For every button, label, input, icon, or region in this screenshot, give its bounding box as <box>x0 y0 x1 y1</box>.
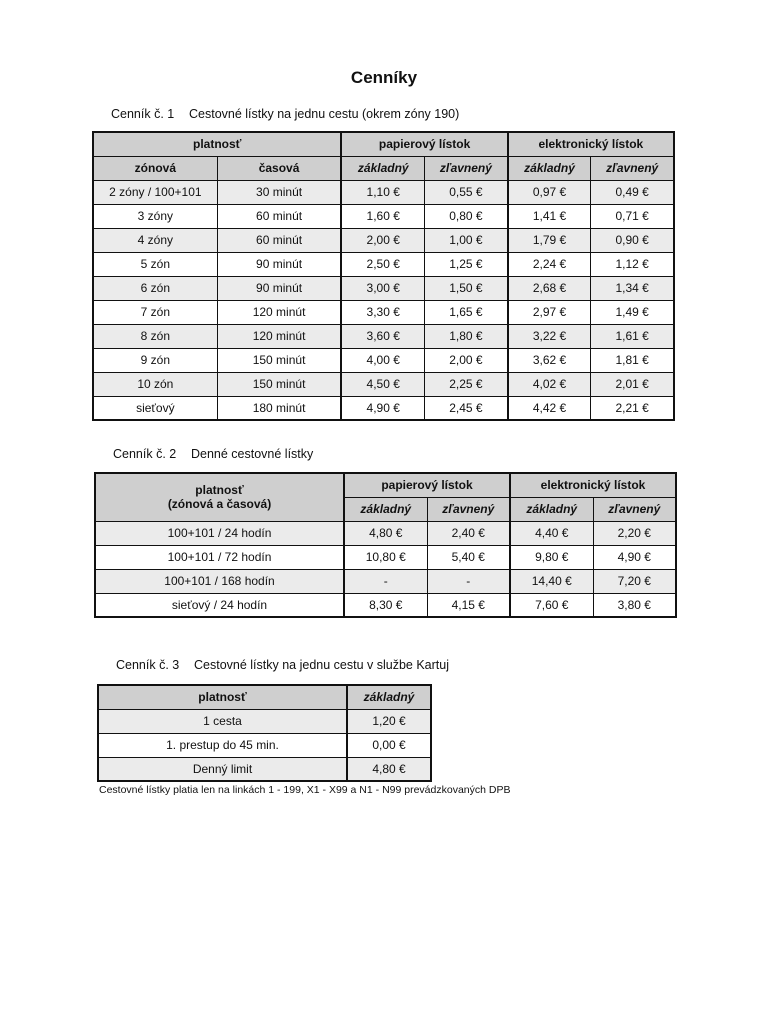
table3-cell: 1. prestup do 45 min. <box>98 733 347 757</box>
table1-cell: 3,62 € <box>508 348 591 372</box>
table2-cell: 100+101 / 72 hodín <box>95 545 344 569</box>
table1-cell: sieťový <box>93 396 217 420</box>
table1-cell: 3,30 € <box>341 300 424 324</box>
table1-cell: 4,50 € <box>341 372 424 396</box>
table1-cell: 0,71 € <box>591 204 674 228</box>
table2-header-elektro-zakladny: základný <box>510 497 593 521</box>
table2-cell: 8,30 € <box>344 593 427 617</box>
table1-cell: 1,10 € <box>341 180 424 204</box>
table1-cell: 0,55 € <box>425 180 508 204</box>
table1-cell: 10 zón <box>93 372 217 396</box>
table1-cell: 2 zóny / 100+101 <box>93 180 217 204</box>
table2-cell: 7,60 € <box>510 593 593 617</box>
table1-caption-text: Cestovné lístky na jednu cestu (okrem zóny 190) <box>189 107 460 121</box>
table2-cell: 4,40 € <box>510 521 593 545</box>
table1-cell: 4,90 € <box>341 396 424 420</box>
table3-row <box>98 757 431 781</box>
table1-header-casova: časová <box>217 156 341 180</box>
table1-cell: 1,50 € <box>425 276 508 300</box>
table3-cell: 4,80 € <box>347 757 431 781</box>
table2-caption-text: Denné cestovné lístky <box>191 447 314 461</box>
table1-cell: 0,90 € <box>591 228 674 252</box>
table3-row <box>98 709 431 733</box>
table3-row <box>98 733 431 757</box>
table1-cell: 9 zón <box>93 348 217 372</box>
table1-cell: 3,60 € <box>341 324 424 348</box>
table2-header-papier-zakladny: základný <box>344 497 427 521</box>
table1-cell: 120 minút <box>217 300 341 324</box>
table1-header-row-2 <box>93 156 674 180</box>
table1-cell: 2,50 € <box>341 252 424 276</box>
table1-cell: 4 zóny <box>93 228 217 252</box>
table2-cell: 4,80 € <box>344 521 427 545</box>
table1-cell: 1,12 € <box>591 252 674 276</box>
table1-cell: 1,00 € <box>425 228 508 252</box>
table1-cell: 1,81 € <box>591 348 674 372</box>
table1-row <box>93 324 674 348</box>
table2-cell: 2,40 € <box>427 521 510 545</box>
table3-body <box>98 709 431 781</box>
table1-row <box>93 252 674 276</box>
table2-header-papier: papierový lístok <box>344 473 510 497</box>
table1-cell: 150 minút <box>217 348 341 372</box>
table1-header-platnost: platnosť <box>93 132 341 156</box>
table1-cell: 0,80 € <box>425 204 508 228</box>
table2-header-papier-zlavneny: zľavnený <box>427 497 510 521</box>
table2-row <box>95 521 676 545</box>
page-title: Cenníky <box>350 68 418 87</box>
table1-cell: 3,22 € <box>508 324 591 348</box>
table2-cell: sieťový / 24 hodín <box>95 593 344 617</box>
table1-cell: 30 minút <box>217 180 341 204</box>
table3-header-zakladny: základný <box>347 685 431 709</box>
table2-cell: 100+101 / 24 hodín <box>95 521 344 545</box>
table1-cell: 4,02 € <box>508 372 591 396</box>
table3-cell: 0,00 € <box>347 733 431 757</box>
table1-body <box>93 180 674 420</box>
table1-header-elektro-zlavneny: zľavnený <box>591 156 674 180</box>
table1-cell: 60 minút <box>217 204 341 228</box>
table1-cell: 4,00 € <box>341 348 424 372</box>
table1-cell: 2,00 € <box>425 348 508 372</box>
price-table-2 <box>94 472 677 618</box>
table2-cell: 2,20 € <box>593 521 676 545</box>
table1-cell: 1,80 € <box>425 324 508 348</box>
table1-cell: 90 minút <box>217 252 341 276</box>
table1-cell: 0,97 € <box>508 180 591 204</box>
table2-header-platnost <box>95 473 344 521</box>
table1-row <box>93 180 674 204</box>
table2-row <box>95 545 676 569</box>
table1-cell: 2,21 € <box>591 396 674 420</box>
table2-header-platnost-line2: (zónová a časová) <box>167 497 272 512</box>
table2-cell: 5,40 € <box>427 545 510 569</box>
table2-cell: 3,80 € <box>593 593 676 617</box>
table1-cell: 6 zón <box>93 276 217 300</box>
table2-header-row-1 <box>95 473 676 497</box>
table1-cell: 2,01 € <box>591 372 674 396</box>
table2-body <box>95 521 676 617</box>
table1-row <box>93 228 674 252</box>
table2-row <box>95 593 676 617</box>
table1-header-papier-zakladny: základný <box>341 156 424 180</box>
table2-cell: 7,20 € <box>593 569 676 593</box>
table1-header-elektro-zakladny: základný <box>508 156 591 180</box>
table1-row <box>93 300 674 324</box>
price-table-1 <box>92 131 675 421</box>
table1-cell: 4,42 € <box>508 396 591 420</box>
table1-cell: 120 minút <box>217 324 341 348</box>
table1-cell: 2,24 € <box>508 252 591 276</box>
table1-cell: 5 zón <box>93 252 217 276</box>
table1-cell: 0,49 € <box>591 180 674 204</box>
table3-cell: 1 cesta <box>98 709 347 733</box>
table1-header-elektro: elektronický lístok <box>508 132 674 156</box>
table3-caption-text: Cestovné lístky na jednu cestu v službe Kartuj <box>194 658 449 672</box>
table3-header-platnost: platnosť <box>98 685 347 709</box>
table1-cell: 1,41 € <box>508 204 591 228</box>
table1-row <box>93 372 674 396</box>
table3-caption <box>116 658 449 672</box>
table1-cell: 180 minút <box>217 396 341 420</box>
table2-cell: 100+101 / 168 hodín <box>95 569 344 593</box>
table2-cell: 4,15 € <box>427 593 510 617</box>
table1-header-papier-zlavneny: zľavnený <box>425 156 508 180</box>
table1-cell: 1,60 € <box>341 204 424 228</box>
table2-cell: 4,90 € <box>593 545 676 569</box>
table1-header-row-1 <box>93 132 674 156</box>
table1-cell: 1,65 € <box>425 300 508 324</box>
table1-cell: 150 minút <box>217 372 341 396</box>
table1-row <box>93 396 674 420</box>
table1-cell: 90 minút <box>217 276 341 300</box>
table1-cell: 1,34 € <box>591 276 674 300</box>
table2-caption-number: Cenník č. 2 <box>113 447 177 461</box>
table2-cell: 10,80 € <box>344 545 427 569</box>
table3-caption-number: Cenník č. 3 <box>116 658 180 672</box>
table1-cell: 1,61 € <box>591 324 674 348</box>
table1-cell: 2,45 € <box>425 396 508 420</box>
table1-cell: 2,25 € <box>425 372 508 396</box>
table1-cell: 60 minút <box>217 228 341 252</box>
table2-row <box>95 569 676 593</box>
table1-cell: 2,00 € <box>341 228 424 252</box>
table1-cell: 1,79 € <box>508 228 591 252</box>
table1-cell: 3 zóny <box>93 204 217 228</box>
table2-header-platnost-line1: platnosť <box>195 483 244 498</box>
table2-header-elektro: elektronický lístok <box>510 473 676 497</box>
table1-header-papier: papierový lístok <box>341 132 507 156</box>
table1-cell: 7 zón <box>93 300 217 324</box>
table1-cell: 3,00 € <box>341 276 424 300</box>
table2-cell: 9,80 € <box>510 545 593 569</box>
table1-row <box>93 276 674 300</box>
table1-row <box>93 204 674 228</box>
table1-cell: 2,97 € <box>508 300 591 324</box>
table1-caption <box>111 107 459 121</box>
table2-cell: - <box>427 569 510 593</box>
validity-note: Cestovné lístky platia len na linkách 1 - 199, X1 - X99 a N1 - N99 prevádzkovaných DPB <box>99 784 511 796</box>
table1-cell: 8 zón <box>93 324 217 348</box>
table3-cell: Denný limit <box>98 757 347 781</box>
table2-cell: 14,40 € <box>510 569 593 593</box>
table1-header-zonova: zónová <box>93 156 217 180</box>
table1-cell: 1,25 € <box>425 252 508 276</box>
table3-header-row <box>98 685 431 709</box>
price-table-3 <box>97 684 432 782</box>
table3-cell: 1,20 € <box>347 709 431 733</box>
table1-cell: 2,68 € <box>508 276 591 300</box>
table1-row <box>93 348 674 372</box>
table2-header-elektro-zlavneny: zľavnený <box>593 497 676 521</box>
table2-cell: - <box>344 569 427 593</box>
table1-cell: 1,49 € <box>591 300 674 324</box>
table2-caption <box>113 447 313 461</box>
table1-caption-number: Cenník č. 1 <box>111 107 175 121</box>
